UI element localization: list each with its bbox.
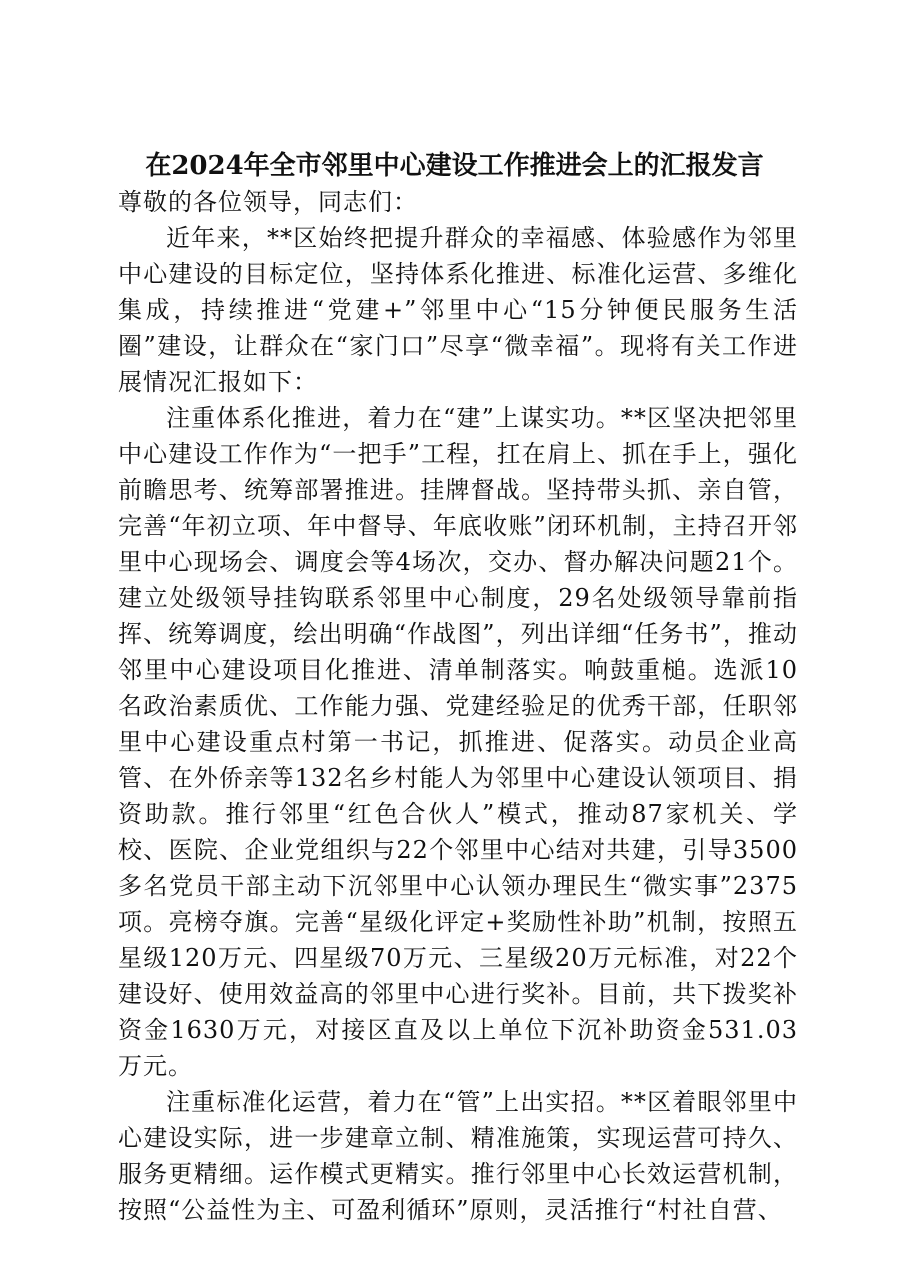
document-title: 在2024年全市邻里中心建设工作推进会上的汇报发言 bbox=[145, 151, 764, 181]
paragraph-construction: 注重体系化推进，着力在“建”上谋实功。**区坚决把邻里中心建设工作作为“一把手”工程，扛在肩上、抓在手上，强化前瞻思考、统筹部署推进。挂牌督战。坚持带头抓、亲自管，完善“年初立项、年中督导、年底收账”闭环机制，主持召开邻里中心现场会、调度会等4场次，交办、督办解决问题21个。建立处级领导挂钩联系邻里中心制度，29名处级领导靠前指挥、统筹调度，绘出明确“作战图”，列出详细“任务书”，推动邻里中心建设项目化推进、清单制落实。响鼓重槌。选派10名政治素质优、工作能力强、党建经验足的优秀干部，任职邻里中心建设重点村第一书记，抓推进、促落实。动员企业高管、在外侨亲等132名乡村能人为邻里中心建设认领项目、捐资助款。推行邻里“红色合伙人”模式，推动87家机关、学校、医院、企业党组织与22个邻里中心结对共建，引导3500多名党员干部主动下沉邻里中心认领办理民生“微实事”2375项。亮榜夺旗。完善“星级化评定+奖励性补助”机制，按照五星级120万元、四星级70万元、三星级20万元标准，对22个建设好、使用效益高的邻里中心进行奖补。目前，共下拨奖补资金1630万元，对接区直及以上单位下沉补助资金531.03万元。 bbox=[118, 404, 798, 1080]
document-body bbox=[118, 184, 798, 1228]
paragraph-operation: 注重标准化运营，着力在“管”上出实招。**区着眼邻里中心建设实际，进一步建章立制、精准施策，实现运营可持久、服务更精细。运作模式更精实。推行邻里中心长效运营机制，按照“公益性为主、可盈利循环”原则，灵活推行“村社自营、 bbox=[118, 1088, 798, 1224]
greeting-line: 尊敬的各位领导，同志们： bbox=[118, 188, 418, 216]
paragraph-intro: 近年来，**区始终把提升群众的幸福感、体验感作为邻里中心建设的目标定位，坚持体系化推进、标准化运营、多维化集成，持续推进“党建+”邻里中心“15分钟便民服务生活圈”建设，让群众在“家门口”尽享“微幸福”。现将有关工作进展情况汇报如下： bbox=[118, 224, 798, 396]
